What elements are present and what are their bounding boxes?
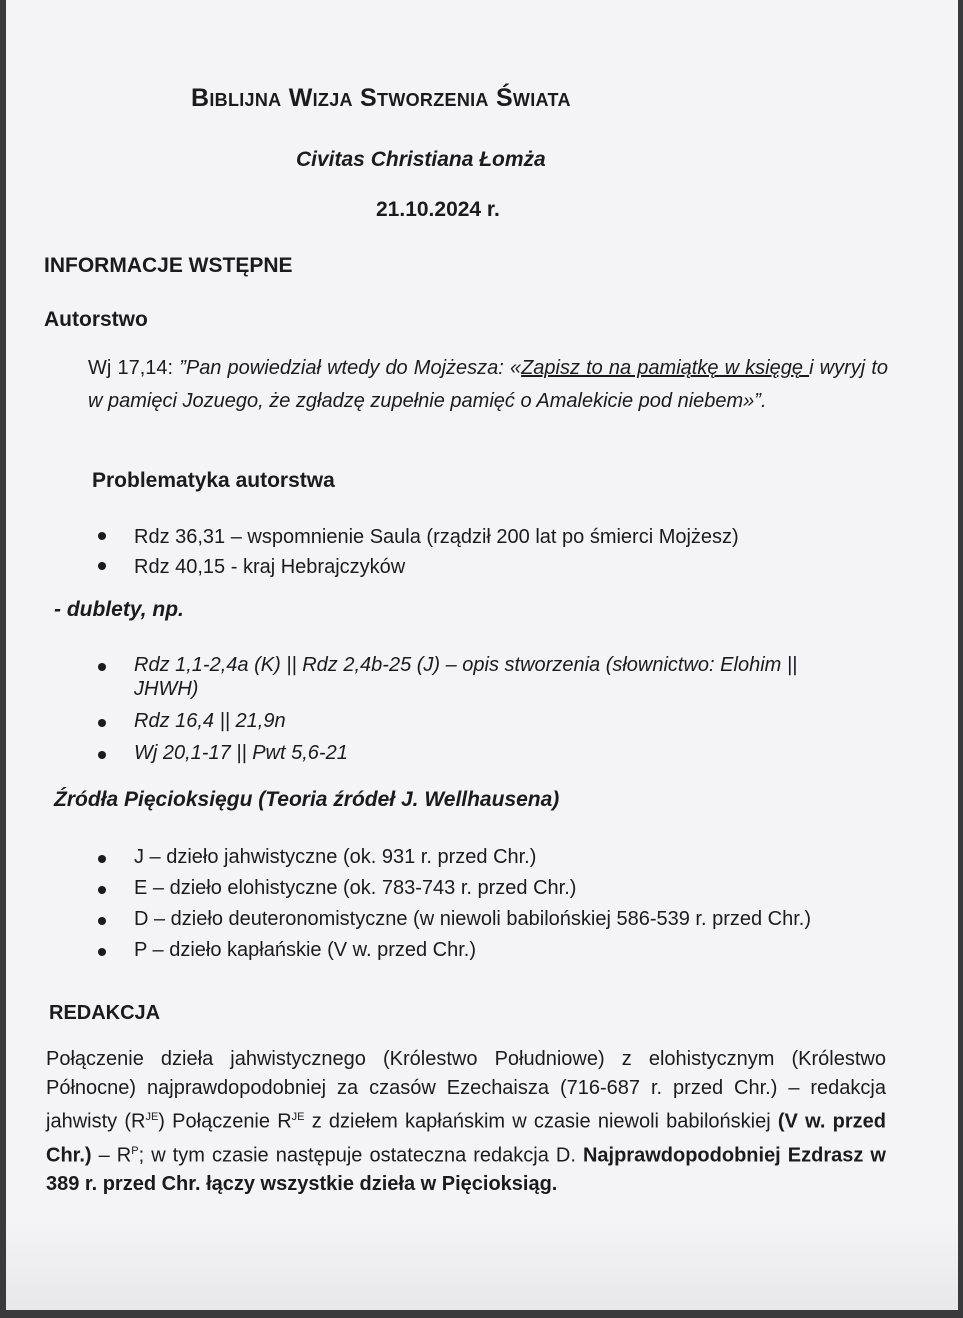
section-heading-intro: INFORMACJE WSTĘPNE xyxy=(44,254,293,277)
list-item: E – dzieło elohistyczne (ok. 783-743 r. przed Chr.) xyxy=(92,876,832,901)
redaction-text: ; w tym czasie następuje ostateczna redakcja D. xyxy=(138,1144,583,1167)
redaction-text: – R xyxy=(91,1144,132,1167)
list-item: P – dzieło kapłańskie (V w. przed Chr.) xyxy=(92,938,832,963)
redaction-text: z dziełem kapłańskim w czasie niewoli babilońskiej xyxy=(304,1110,778,1133)
list-item: Rdz 36,31 – wspomnienie Saula (rządził 200 lat po śmierci Mojżesz) xyxy=(92,522,739,552)
doublets-list xyxy=(92,653,812,765)
quote-reference: Wj 17,14: xyxy=(88,357,180,379)
redaction-text: Połączenie dzieła jahwistycznego (Królestwo Południowe) z elohistycznym (Królestwo Północne) najprawdopodobniej za czasów Ezechaisza (716-687 r. przed Chr.) – redakcja jahwisty (R xyxy=(46,1048,886,1133)
list-item: Rdz 40,15 - kraj Hebrajczyków xyxy=(92,552,739,582)
quote-text-end: i wyryj to w pamięci Jozuego, że zgładzę zupełnie pamięć o Amalekicie pod niebem»”. xyxy=(88,357,888,412)
document-date: 21.10.2024 r. xyxy=(376,198,500,221)
problems-list xyxy=(92,522,739,582)
doublets-heading: - dublety, np. xyxy=(54,598,184,621)
list-item: Wj 20,1-17 || Pwt 5,6-21 xyxy=(92,741,812,765)
sources-list xyxy=(92,845,832,963)
list-item: D – dzieło deuteronomistyczne (w niewoli babilońskiej 586-539 r. przed Chr.) xyxy=(92,907,832,932)
superscript: JE xyxy=(291,1111,305,1123)
quote-text-start: ”Pan powiedział wtedy do Mojżesza: « xyxy=(179,357,522,379)
superscript: JE xyxy=(145,1111,159,1123)
sources-heading: Źródła Pięcioksięgu (Teoria źródeł J. Wellhausena) xyxy=(54,788,560,811)
document-page xyxy=(6,0,958,1310)
bible-quote xyxy=(88,352,888,418)
redaction-bold: Najprawdopodobniej Ezdrasz w 389 r. przed Chr. łączy wszystkie dzieła w Pięcioksiąg. xyxy=(46,1144,886,1196)
redaction-paragraph xyxy=(46,1045,886,1199)
problems-heading: Problematyka autorstwa xyxy=(92,469,335,492)
redaction-bold: (V w. przed Chr.) xyxy=(46,1110,887,1167)
quote-underlined: Zapisz to na pamiątkę w księgę xyxy=(521,357,810,379)
superscript: P xyxy=(131,1144,139,1157)
document-title: Biblijna Wizja Stworzenia Świata xyxy=(191,84,571,112)
list-item: Rdz 16,4 || 21,9n xyxy=(92,709,812,733)
list-item: Rdz 1,1-2,4a (K) || Rdz 2,4b-25 (J) – opis stworzenia (słownictwo: Elohim || JHWH) xyxy=(92,653,812,701)
document-subtitle: Civitas Christiana Łomża xyxy=(296,148,546,171)
list-item: J – dzieło jahwistyczne (ok. 931 r. przed Chr.) xyxy=(92,845,832,870)
section-heading-authorship: Autorstwo xyxy=(44,308,148,331)
redaction-heading: REDAKCJA xyxy=(49,1002,161,1024)
redaction-text: ) Połączenie R xyxy=(158,1110,292,1133)
